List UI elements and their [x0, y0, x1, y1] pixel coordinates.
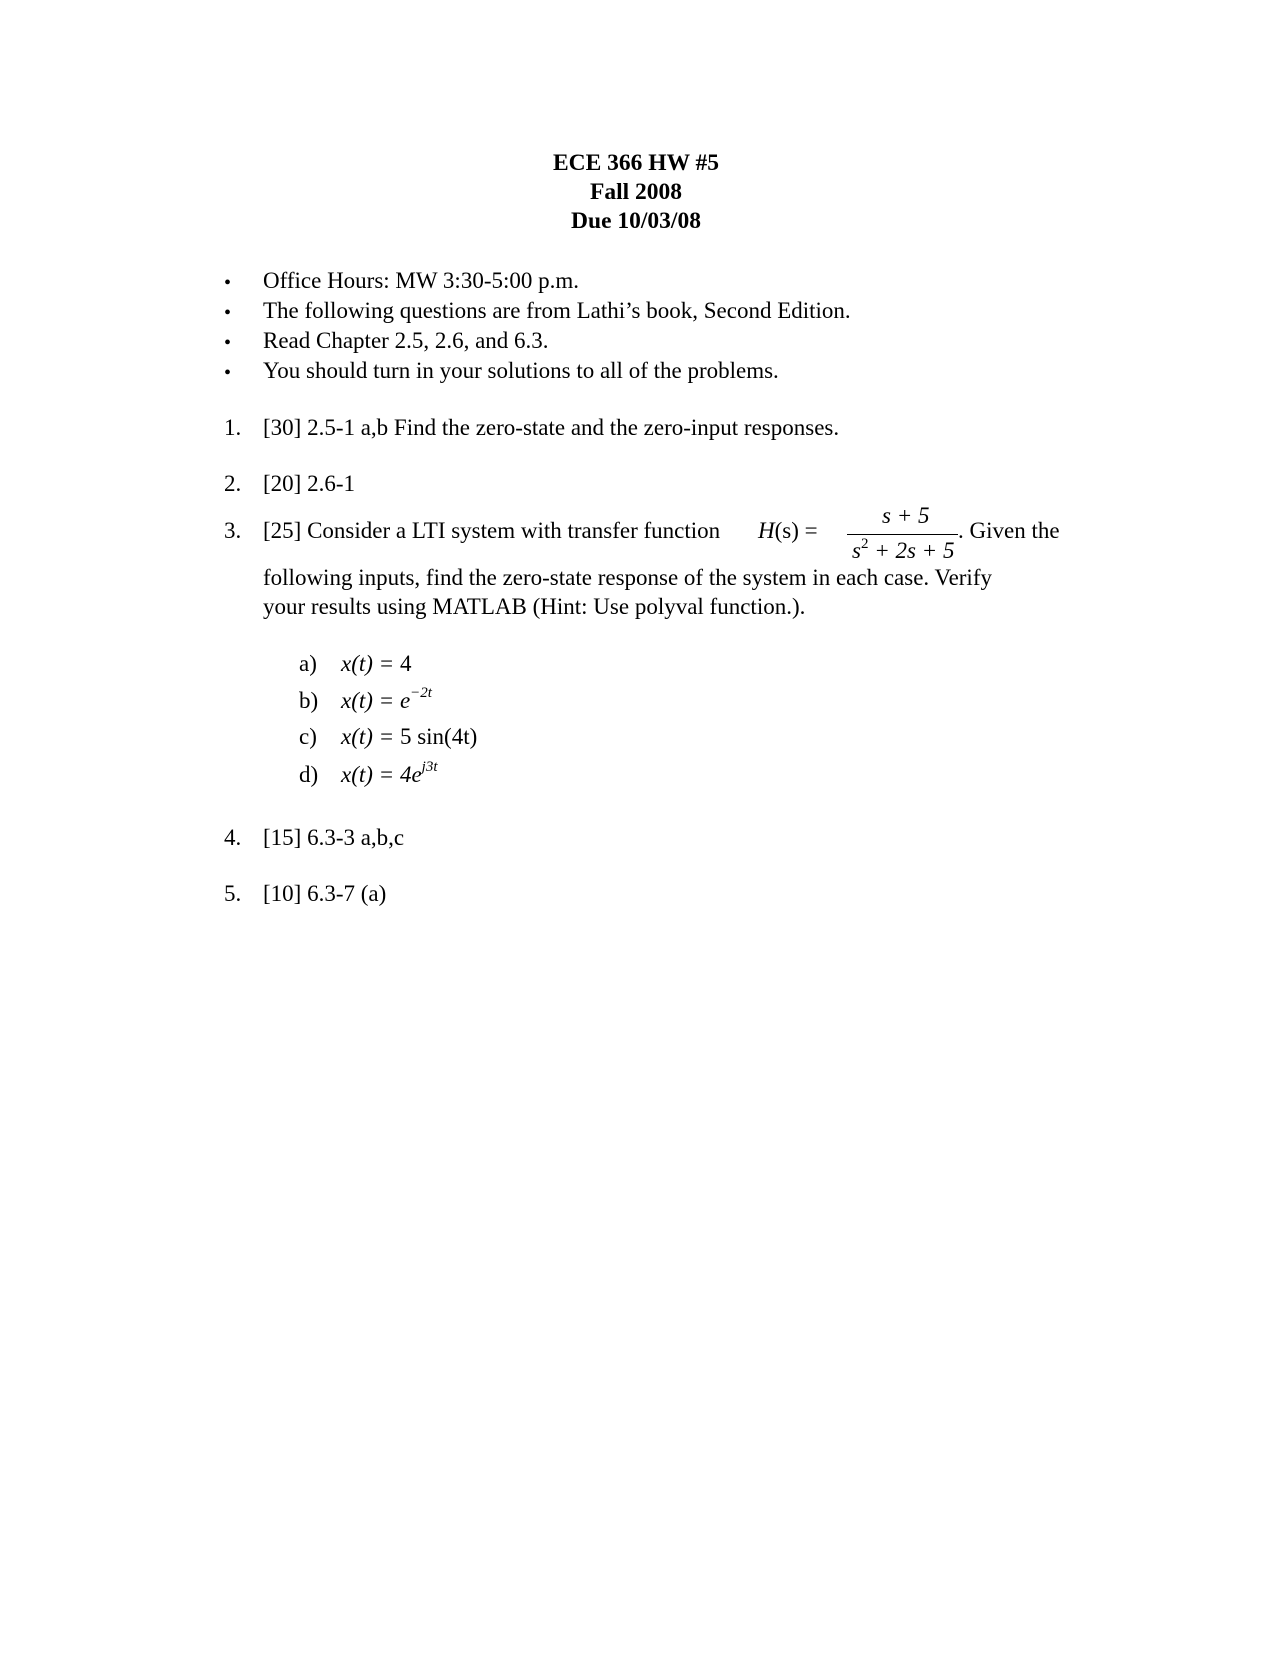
- denominator-rest: + 2s + 5: [874, 538, 955, 563]
- subpart-a-lhs: x(t) =: [341, 651, 400, 676]
- due-date-line: Due 10/03/08: [571, 208, 701, 234]
- problem-5-number: 5.: [224, 881, 242, 906]
- problem-3-number: 3.: [224, 518, 242, 543]
- problem-2-text: [20] 2.6-1: [263, 471, 355, 496]
- denominator-s: s: [852, 538, 861, 563]
- denominator-exponent: 2: [860, 536, 869, 552]
- problem-1-number: 1.: [224, 415, 242, 440]
- document-title: ECE 366 HW #5: [552, 150, 720, 176]
- transfer-function-arg: (s) =: [774, 518, 818, 543]
- transfer-function-lhs: [758, 518, 818, 544]
- subpart-b-exponent: −2t: [410, 685, 432, 701]
- problem-3-tail: . Given the: [958, 518, 1060, 543]
- bullet-book-source: The following questions are from Lathi’s book, Second Edition.: [263, 298, 851, 323]
- subpart-b-label: b): [299, 688, 319, 713]
- subpart-b-lhs: x(t) =: [341, 688, 400, 713]
- subpart-d-equation: [341, 759, 438, 788]
- problem-4-number: 4.: [224, 825, 242, 850]
- bullet-icon: •: [224, 302, 232, 324]
- subpart-c-label: c): [299, 724, 317, 749]
- bullet-office-hours: Office Hours: MW 3:30-5:00 p.m.: [263, 268, 580, 293]
- problem-4-text: [15] 6.3-3 a,b,c: [263, 825, 405, 850]
- bullet-icon: •: [224, 332, 232, 354]
- bullet-reading: Read Chapter 2.5, 2.6, and 6.3.: [263, 328, 549, 353]
- subpart-d-rhs: 4e: [399, 762, 422, 787]
- transfer-function-symbol: H: [758, 518, 775, 543]
- bullet-turn-in: You should turn in your solutions to all of the problems.: [263, 358, 779, 383]
- fraction-bar: [847, 534, 958, 535]
- bullet-icon: •: [224, 272, 232, 294]
- subpart-d-lhs: x(t) =: [341, 762, 400, 787]
- subpart-a-label: a): [299, 651, 317, 676]
- problem-5-text: [10] 6.3-7 (a): [263, 881, 387, 906]
- subpart-b-rhs: e: [399, 688, 411, 713]
- problem-2-number: 2.: [224, 471, 242, 496]
- subpart-c-equation: [341, 724, 477, 750]
- subpart-d-label: d): [299, 762, 319, 787]
- subpart-b-equation: [341, 685, 432, 714]
- transfer-function-denominator: [852, 538, 954, 564]
- problem-3-lead: [25] Consider a LTI system with transfer function: [263, 518, 721, 543]
- subpart-c-rhs: 5 sin(4t): [399, 724, 478, 749]
- transfer-function-numerator: s + 5: [882, 503, 930, 528]
- bullet-icon: •: [224, 362, 232, 384]
- subpart-c-lhs: x(t) =: [341, 724, 400, 749]
- semester-line: Fall 2008: [589, 179, 683, 205]
- subpart-a-rhs: 4: [399, 651, 412, 676]
- problem-3-line-3: your results using MATLAB (Hint: Use polyval function.).: [263, 594, 806, 619]
- subpart-a-equation: [341, 651, 411, 677]
- problem-1-text: [30] 2.5-1 a,b Find the zero-state and the zero-input responses.: [263, 415, 840, 440]
- problem-3-line-2: following inputs, find the zero-state response of the system in each case. Verify: [263, 565, 992, 590]
- subpart-d-exponent: j3t: [421, 759, 438, 775]
